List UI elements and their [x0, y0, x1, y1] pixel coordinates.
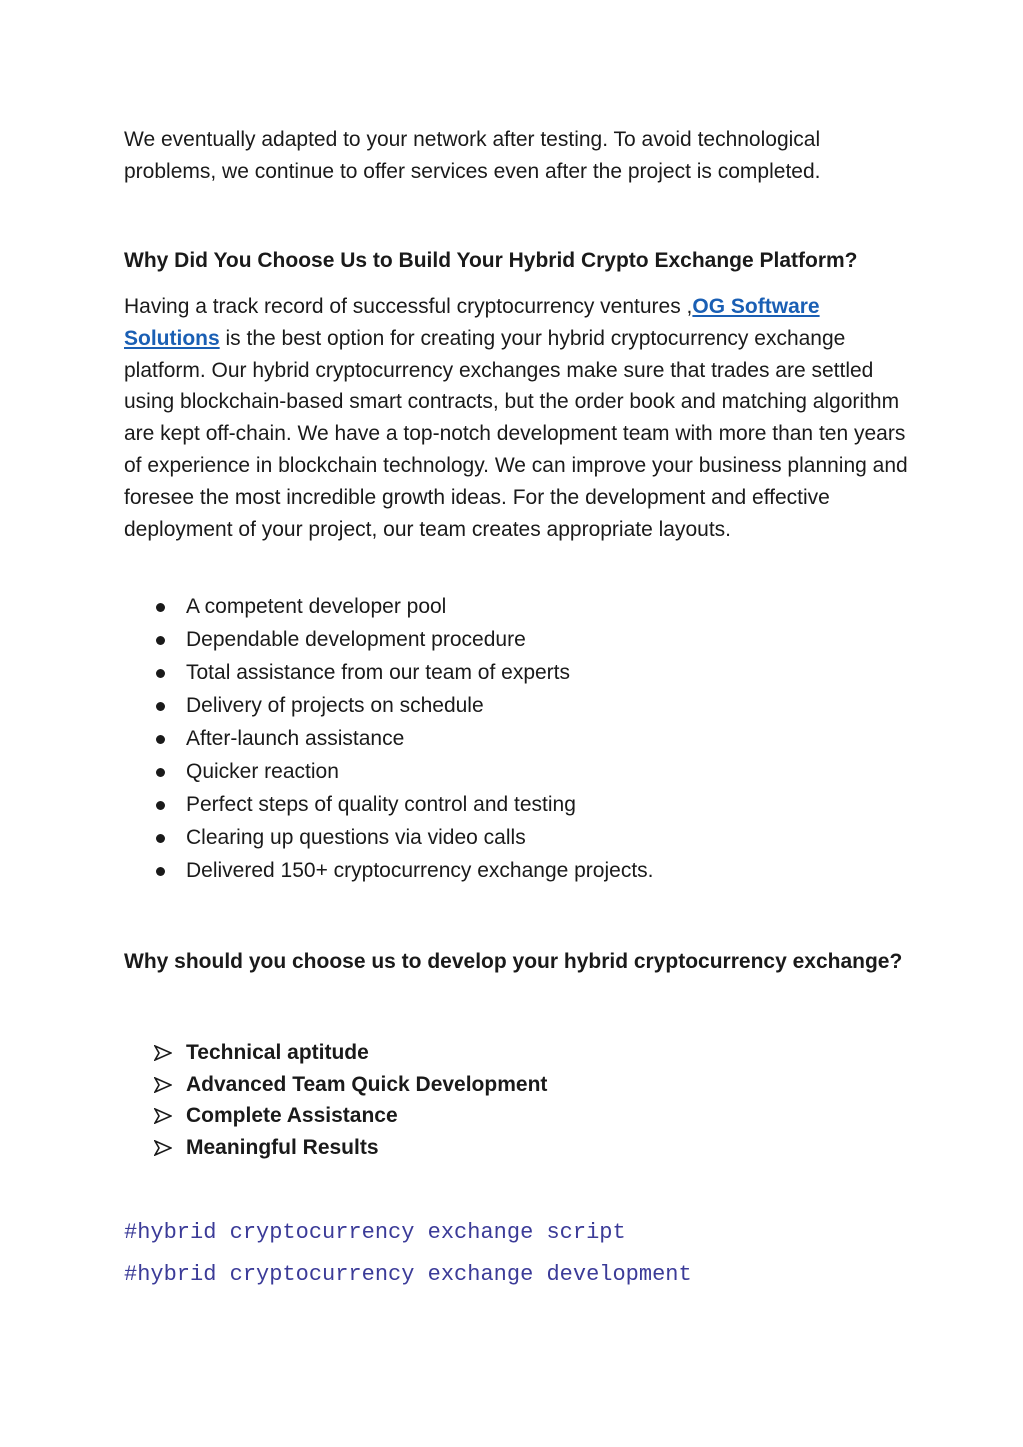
list-item-label: Quicker reaction [186, 760, 339, 783]
bullet-icon [156, 669, 165, 678]
bullet-icon [156, 702, 165, 711]
reasons-arrow-list [124, 1038, 547, 1164]
list-item [124, 658, 654, 691]
intro-line-1: We eventually adapted to your network after testing. To avoid technological [124, 128, 821, 151]
intro-paragraph [124, 124, 914, 188]
list-item-label: A competent developer pool [186, 595, 447, 618]
list-item [124, 1070, 547, 1102]
list-item [124, 856, 654, 889]
bullet-icon [156, 768, 165, 777]
bullet-icon [156, 636, 165, 645]
bullet-icon [156, 801, 165, 810]
list-item-label: Dependable development procedure [186, 628, 526, 651]
list-item [124, 757, 654, 790]
bullet-icon [156, 735, 165, 744]
section1-text-before-link: Having a track record of successful cryptocurrency ventures , [124, 295, 693, 318]
bullet-icon [156, 867, 165, 876]
list-item-label: Technical aptitude [186, 1041, 369, 1064]
og-software-solutions-link[interactable]: OG Software Solutions [124, 295, 820, 350]
list-item-label: Delivery of projects on schedule [186, 694, 484, 717]
hashtag-link-script[interactable]: #hybrid cryptocurrency exchange script [124, 1220, 626, 1245]
arrowhead-right-icon [154, 1077, 172, 1093]
list-item-label: Clearing up questions via video calls [186, 826, 526, 849]
list-item [124, 1101, 547, 1133]
list-item-label: Complete Assistance [186, 1104, 398, 1128]
section1-heading: Why Did You Choose Us to Build Your Hybrid Crypto Exchange Platform? [124, 249, 858, 272]
list-item [124, 790, 654, 823]
list-item-label: Total assistance from our team of experts [186, 661, 570, 684]
list-item [124, 823, 654, 856]
list-item-label: Delivered 150+ cryptocurrency exchange projects. [186, 859, 654, 882]
list-item-label: After-launch assistance [186, 727, 405, 750]
hashtag-link-development[interactable]: #hybrid cryptocurrency exchange development [124, 1262, 692, 1287]
arrowhead-right-icon [154, 1045, 172, 1061]
bullet-icon [156, 834, 165, 843]
section1-paragraph [124, 291, 914, 545]
list-item [124, 1038, 547, 1070]
bullet-icon [156, 603, 165, 612]
list-item-label: Advanced Team Quick Development [186, 1072, 548, 1096]
arrowhead-right-icon [154, 1140, 172, 1156]
features-bullet-list [124, 592, 654, 889]
section1-text-after-link: is the best option for creating your hybrid cryptocurrency exchange platform. Our hybrid cryptocurrency exchanges make sure that trades are settled using blockchain-based smart contracts, but the order book and matching algorithm are kept off-chain. We have a top-notch development team with more than ten years of experience in blockchain technology. We can improve your business planning and foresee the most incredible growth ideas. For the development and effective deployment of your project, our team creates appropriate layouts. [124, 326, 908, 541]
list-item [124, 691, 654, 724]
list-item-label: Perfect steps of quality control and testing [186, 793, 576, 816]
list-item-label: Meaningful Results [186, 1135, 379, 1159]
section2-heading: Why should you choose us to develop your hybrid cryptocurrency exchange? [124, 950, 903, 973]
list-item [124, 625, 654, 658]
list-item [124, 592, 654, 625]
list-item [124, 724, 654, 757]
intro-line-2: problems, we continue to offer services even after the project is completed. [124, 159, 821, 183]
arrowhead-right-icon [154, 1108, 172, 1124]
list-item [124, 1133, 547, 1165]
